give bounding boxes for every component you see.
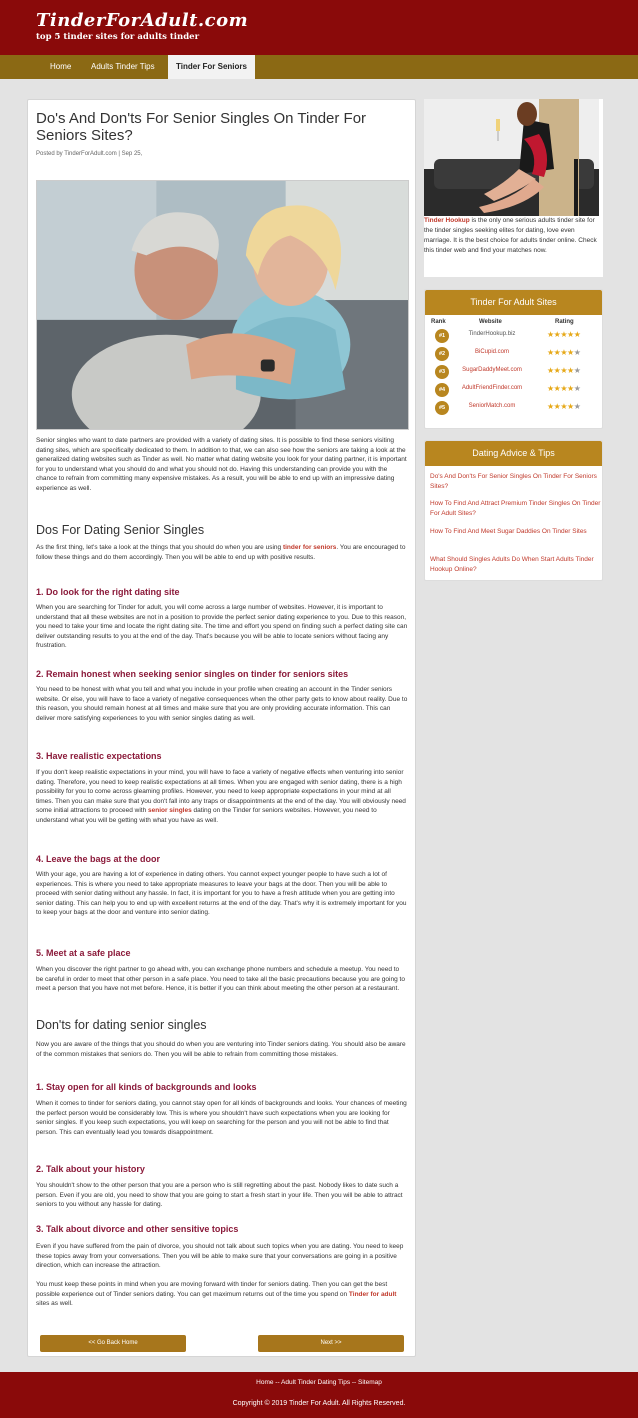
do-paragraph-3: [36, 768, 408, 825]
advice-link-3[interactable]: How To Find And Meet Sugar Daddies On Tinder Sites: [430, 528, 587, 535]
table-row: [427, 327, 601, 344]
article-card: [27, 99, 416, 1357]
table-header-rank: Rank: [431, 319, 446, 325]
table-row: [427, 381, 601, 398]
senior-singles-link[interactable]: senior singles: [148, 807, 192, 814]
rank-badge: #3: [435, 365, 449, 379]
site-link-sugardaddymeet[interactable]: SugarDaddyMeet.com: [462, 367, 522, 373]
dont-heading-2: 2. Talk about your history: [36, 1164, 145, 1174]
article-title: Do's And Don'ts For Senior Singles On Tinder For Seniors Sites?: [36, 110, 367, 144]
advice-link-1[interactable]: Do's And Don'ts For Senior Singles On Tinder For Seniors Sites?: [430, 473, 597, 490]
stars-empty: ★: [573, 348, 581, 357]
advice-link-2[interactable]: How To Find And Attract Premium Tinder Singles On Tinder For Adult Sites?: [430, 500, 601, 517]
do-paragraph-3-text-a: If you don't keep realistic expectations in your mind, you will have to face a variety of negative effects when venturing into senior dating. Therefore, you need to keep realistic expectations at all times. When you are engaged with senior dating, there is a high possibility for you to come across gleaming profiles. However, you need to keep appropriate expectations in your mind at all times. Then you can make sure that you don't fall into any traps or disappointments at the end of the day. You will obviously need some initial attractions to proceed with: [36, 769, 406, 814]
do-paragraph-4: With your age, you are having a lot of experience in dating others. You cannot expect younger people to have such a lot of experiences. This is where you need to take appropriate measures to leave your bags at the door. Then you will be able to proceed with senior dating without any hassle. In fact, it is important for you to have a fresh attitude when you are getting into senior dating. This can help you to end up with excellent returns at the end of the day. That's why it is extremely important for you to keep your bags at the door and venture into senior dating.: [36, 871, 407, 916]
stars-filled: ★★★★: [547, 384, 574, 393]
nav-item-tinder-for-seniors[interactable]: Tinder For Seniors: [168, 55, 255, 79]
stars-empty: ★: [573, 402, 581, 411]
site-link-adultfriendfinder[interactable]: AdultFriendFinder.com: [461, 385, 523, 391]
tinder-for-adult-link[interactable]: Tinder for adult: [348, 1290, 397, 1298]
stars-filled: ★★★★: [547, 348, 574, 357]
dont-heading-1: 1. Stay open for all kinds of backgrounds and looks: [36, 1082, 257, 1092]
article-intro: Senior singles who want to date partners are provided with a variety of dating sites. It is possible to find these seniors visiting dating sites, which are specifically dedicated to them. In addition to that, we can also see how the seniors are taking a look at the generalized dating websites such as Tinder as well. No matter what dating website you look for your dating partner, it is important for you to understand what you should do and what you should not do. Having this understanding can provide you with the chance to refrain from committing many expensive mistakes. As a result, you will be able to end up with an impressive dating experience as well.: [36, 437, 407, 492]
star-rating-icon: [547, 366, 580, 375]
tinder-for-seniors-link[interactable]: tinder for seniors: [282, 544, 337, 551]
rank-badge: #2: [435, 347, 449, 361]
nav-item-home[interactable]: Home: [50, 62, 72, 71]
outro-text-b: sites as well.: [36, 1300, 73, 1307]
site-link-tinderhookup[interactable]: TinderHookup.biz: [468, 331, 516, 337]
stars-empty: ★: [573, 366, 581, 375]
outro-text-a: You must keep these points in mind when you are moving forward with tinder for seniors dating. Then you can get the best possible experience out of Tinder seniors dating. You can get maximum returns out of the time you spend on: [36, 1281, 388, 1298]
do-paragraph-5: When you discover the right partner to go ahead with, you can exchange phone numbers and schedule a meetup. You need to be careful in order to meet that other person in a safe place. You need to take all the basic precautions because you are going to meet a person that you have not met before. Hence, it is better if you can think about meeting the other person at a restaurant.: [36, 966, 405, 992]
star-rating-icon: [547, 402, 580, 411]
dos-intro-text-b: . You are encouraged to follow these things and do them accordingly. Then you will be able to end up with positive results.: [36, 544, 406, 561]
article-meta: Posted by TinderForAdult.com | Sep 25,: [36, 151, 143, 157]
do-heading-4: 4. Leave the bags at the door: [36, 854, 161, 864]
table-row: [427, 345, 601, 362]
tinder-hookup-link[interactable]: Tinder Hookup: [424, 217, 470, 224]
dos-intro-text-a: As the first thing, let's take a look at the things that you should do when you are using: [36, 544, 283, 551]
star-rating-icon: [547, 384, 580, 393]
dating-advice-widget-title: Dating Advice & Tips: [425, 441, 602, 466]
do-paragraph-1: When you are searching for Tinder for adult, you will come across a large number of websites. However, it is important to understand that all these websites are not in a position to provide the perfect senior dating experience to you. Due to this reason, you need to take your time and locate the right dating site. The time and effort you spend on finding such a perfect dating site can deliver outstanding results to you at the end of the day. That's because you will be able to locate seniors without facing any frustration.: [36, 604, 408, 649]
site-header: [0, 0, 638, 55]
couple-champagne-photo: [424, 99, 599, 216]
rank-badge: #5: [435, 401, 449, 415]
adult-sites-widget-title: Tinder For Adult Sites: [425, 290, 602, 315]
nav-item-adults-tinder-tips[interactable]: Adults Tinder Tips: [91, 62, 155, 71]
dont-paragraph-3: Even if you have suffered from the pain of divorce, you should not talk about such topics when you are dating. You need to keep these topics away from your conversations. Then you will be able to make sure that your conversations are going in a positive direction, which can increase the attraction.: [36, 1243, 404, 1269]
dos-heading: Dos For Dating Senior Singles: [36, 523, 205, 537]
article-hero-image: [36, 180, 409, 430]
stars-filled: ★★★★: [547, 402, 574, 411]
sidebar-ad-text: [424, 216, 602, 256]
stars-empty: ★: [573, 384, 581, 393]
senior-couple-photo: [37, 181, 408, 429]
star-rating-icon: [547, 348, 580, 357]
dos-intro: [36, 543, 408, 562]
stars-filled: ★★★★★: [547, 330, 581, 339]
donts-intro: Now you are aware of the things that you should do when you are venturing into Tinder seniors dating. You should also be aware of the common mistakes that seniors do. Then you will be able to refrain from committing those mistakes.: [36, 1041, 406, 1058]
site-logo[interactable]: TinderForAdult.com: [36, 10, 249, 31]
do-heading-2: 2. Remain honest when seeking senior singles on tinder for seniors sites: [36, 669, 349, 679]
next-button[interactable]: Next >>: [258, 1335, 404, 1352]
dont-paragraph-1: When it comes to tinder for seniors dating, you cannot stay open for all kinds of backgrounds and looks. Your chances of meeting the perfect person would be considerably low. This is where you shouldn't have such expectations when you are looking for senior singles. If you keep such expectations, you will keep on searching for the person and you will not be able to find that person. This can eventually lead you towards disappointment.: [36, 1100, 407, 1136]
dating-advice-widget: [424, 440, 603, 581]
site-footer: [0, 1372, 638, 1418]
main-nav: [0, 55, 638, 79]
rank-badge: #4: [435, 383, 449, 397]
adult-sites-widget: [424, 289, 603, 429]
site-link-bicupid[interactable]: BiCupid.com: [474, 349, 509, 355]
sidebar-ad-image[interactable]: [424, 99, 599, 216]
do-heading-3: 3. Have realistic expectations: [36, 751, 162, 761]
footer-copyright: Copyright © 2019 Tinder For Adult. All Rights Reserved.: [232, 1400, 406, 1407]
dont-paragraph-2: You shouldn't show to the other person that you are a person who is still regretting about the past. Nobody likes to date such a person. Even if you are old, you need to show that you are going to start a fresh start in your life. Then you will be able to attract seniors to you without any hassle for dating.: [36, 1182, 403, 1208]
site-link-seniormatch[interactable]: SeniorMatch.com: [468, 403, 516, 409]
stars-filled: ★★★★: [547, 366, 574, 375]
site-tagline: top 5 tinder sites for adults tinder: [36, 32, 200, 42]
table-row: [427, 363, 601, 380]
do-heading-1: 1. Do look for the right dating site: [36, 587, 180, 597]
go-back-home-button[interactable]: << Go Back Home: [40, 1335, 186, 1352]
do-heading-5: 5. Meet at a safe place: [36, 948, 131, 958]
do-paragraph-3-text-b: dating on the Tinder for seniors websites. However, you need to understand what you will be getting with what you have as well.: [36, 807, 377, 824]
star-rating-icon: [547, 330, 580, 339]
article-outro: [36, 1280, 408, 1309]
footer-links[interactable]: Home -- Adult Tinder Dating Tips -- Sitemap: [256, 1379, 382, 1386]
dont-heading-3: 3. Talk about divorce and other sensitive topics: [36, 1224, 239, 1234]
rank-badge: #1: [435, 329, 449, 343]
sidebar-ad-description: is the only one serious adults tinder site for the tinder singles seeking elites for dating, love even marriage. It is the best choice for adults tinder online. Check this tinder web and find your matches now.: [424, 217, 597, 254]
sidebar-ad: [424, 99, 603, 277]
table-header-website: Website: [479, 319, 502, 325]
donts-heading: Don'ts for dating senior singles: [36, 1018, 207, 1032]
advice-link-4[interactable]: What Should Singles Adults Do When Start Adults Tinder Hookup Online?: [430, 556, 594, 573]
table-row: [427, 399, 601, 416]
table-header-rating: Rating: [555, 319, 574, 325]
do-paragraph-2: You need to be honest with what you tell and what you include in your profile when creating an account in the Tinder seniors website. Or else, you will have to face a variety of negative consequences when the other party gets to know about reality. Due to this reason, you should remain honest at all times and make sure that you are only providing accurate information. This can deliver more satisfying experiences to you with senior singles dating as well.: [36, 686, 408, 722]
